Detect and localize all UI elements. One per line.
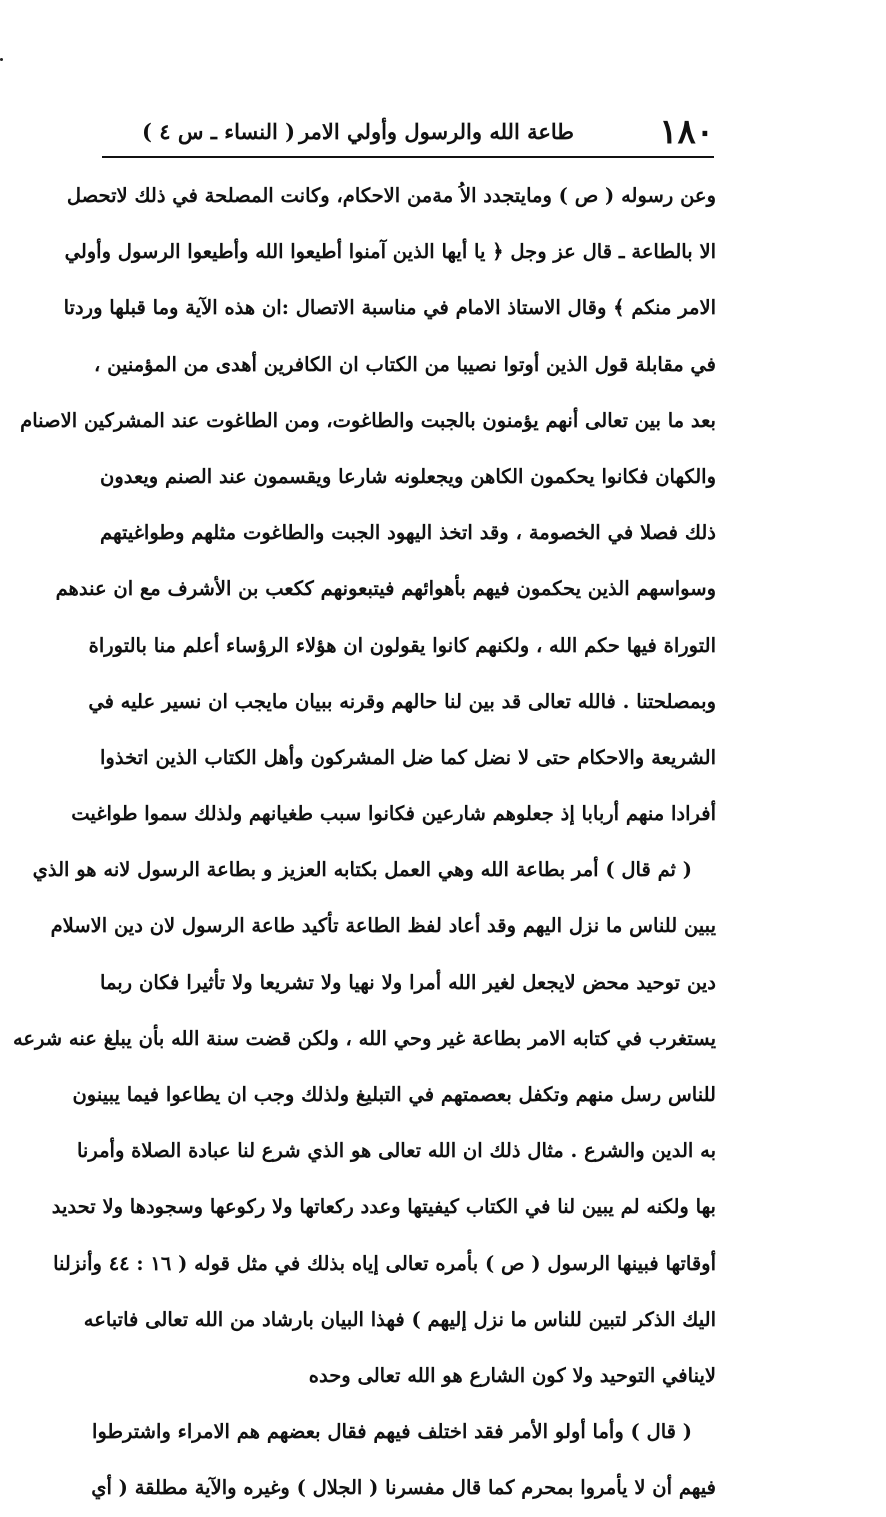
text-line: ( قال ) وأما أولو الأمر فقد اختلف فيهم فقال بعضهم هم الامراء واشترطوا [92, 1420, 692, 1444]
text-line: ذلك فصلا في الخصومة ، وقد اتخذ اليهود الجبت والطاغوت مثلهم وطواغيتهم [100, 521, 716, 545]
running-title: طاعة الله والرسول وأولي الامر [299, 119, 574, 144]
section-reference: ( النساء ـ س ٤ ) [142, 119, 296, 144]
text-line: اليك الذكر لتبين للناس ما نزل إليهم ) فهذا البيان بارشاد من الله تعالى فاتباعه [83, 1307, 716, 1331]
text-line: وبمصلحتنا . فالله تعالى قد بين لنا حالهم وقرنه ببيان مايجب ان نسير عليه في [88, 689, 716, 713]
text-line: لاينافي التوحيد ولا كون الشارع هو الله تعالى وحده [308, 1363, 716, 1387]
text-line: ( ثم قال ) أمر بطاعة الله وهي العمل بكتابه العزيز و بطاعة الرسول لانه هو الذي [32, 858, 692, 882]
text-line: بعد ما بين تعالى أنهم يؤمنون بالجبت والطاغوت، ومن الطاغوت عند المشركين الاصنام [20, 408, 716, 432]
header-rule [102, 156, 714, 158]
text-line: وعن رسوله ( ص ) ومايتجدد الاُ مةمن الاحكام، وكانت المصلحة في ذلك لاتحصل [66, 184, 716, 207]
text-line: وسواسهم الذين يحكمون فيهم بأهوائهم فيتبعونهم ككعب بن الأشرف مع ان عندهم [55, 577, 716, 601]
text-line: دين توحيد محض لايجعل لغير الله أمرا ولا نهيا ولا تشريعا ولا تأثيرا فكان ربما [100, 970, 716, 994]
text-line: التوراة فيها حكم الله ، ولكنهم كانوا يقولون ان هؤلاء الرؤساء أعلم منا بالتوراة [88, 633, 716, 657]
text-line: في مقابلة قول الذين أوتوا نصيبا من الكتاب ان الكافرين أهدى من المؤمنين ، [94, 352, 716, 376]
scan-edge-mark [0, 58, 3, 61]
text-line: أوقاتها فبينها الرسول ( ص ) بأمره تعالى إياه بذلك في مثل قوله ( ١٦ : ٤٤ وأنزلنا [53, 1251, 716, 1275]
text-line: الامر منكم ﴾ وقال الاستاذ الامام في مناسبة الاتصال :ان هذه الآية وما قبلها وردتا [63, 296, 716, 320]
text-line: للناس رسل منهم وتكفل بعصمتهم في التبليغ ولذلك وجب ان يطاعوا فيما يبينون [72, 1083, 716, 1106]
text-line: فيهم أن لا يأمروا بمحرم كما قال مفسرنا ( الجلال ) وغيره والآية مطلقة ( أي [91, 1476, 716, 1500]
text-line: الا بالطاعة ـ قال عز وجل ﴿ يا أيها الذين آمنوا أطيعوا الله وأطيعوا الرسول وأولي [64, 240, 716, 264]
text-line: به الدين والشرع . مثال ذلك ان الله تعالى هو الذي شرع لنا عبادة الصلاة وأمرنا [76, 1139, 716, 1163]
text-line: أفرادا منهم أربابا إذ جعلوهم شارعين فكانوا سبب طغيانهم ولذلك سموا طواغيت [71, 802, 716, 826]
text-line: يبين للناس ما نزل اليهم وقد أعاد لفظ الطاعة تأكيد طاعة الرسول لان دين الاسلام [50, 914, 716, 938]
text-line: الشريعة والاحكام حتى لا نضل كما ضل المشركون وأهل الكتاب الذين اتخذوا [100, 745, 716, 769]
text-line: يستغرب في كتابه الامر بطاعة غير وحي الله ، ولكن قضت سنة الله بأن يبلغ عنه شرعه [12, 1026, 716, 1050]
text-line: بها ولكنه لم يبين لنا في الكتاب كيفيتها وعدد ركعاتها ولا ركوعها وسجودها ولا تحديد [51, 1195, 716, 1219]
page-number: ١٨٠ [659, 112, 714, 152]
body-text [12, 168, 716, 1517]
page-header [102, 112, 714, 152]
text-line: والكهان فكانوا يحكمون الكاهن ويجعلونه شارعا ويقسمون عند الصنم ويعدون [100, 464, 716, 488]
